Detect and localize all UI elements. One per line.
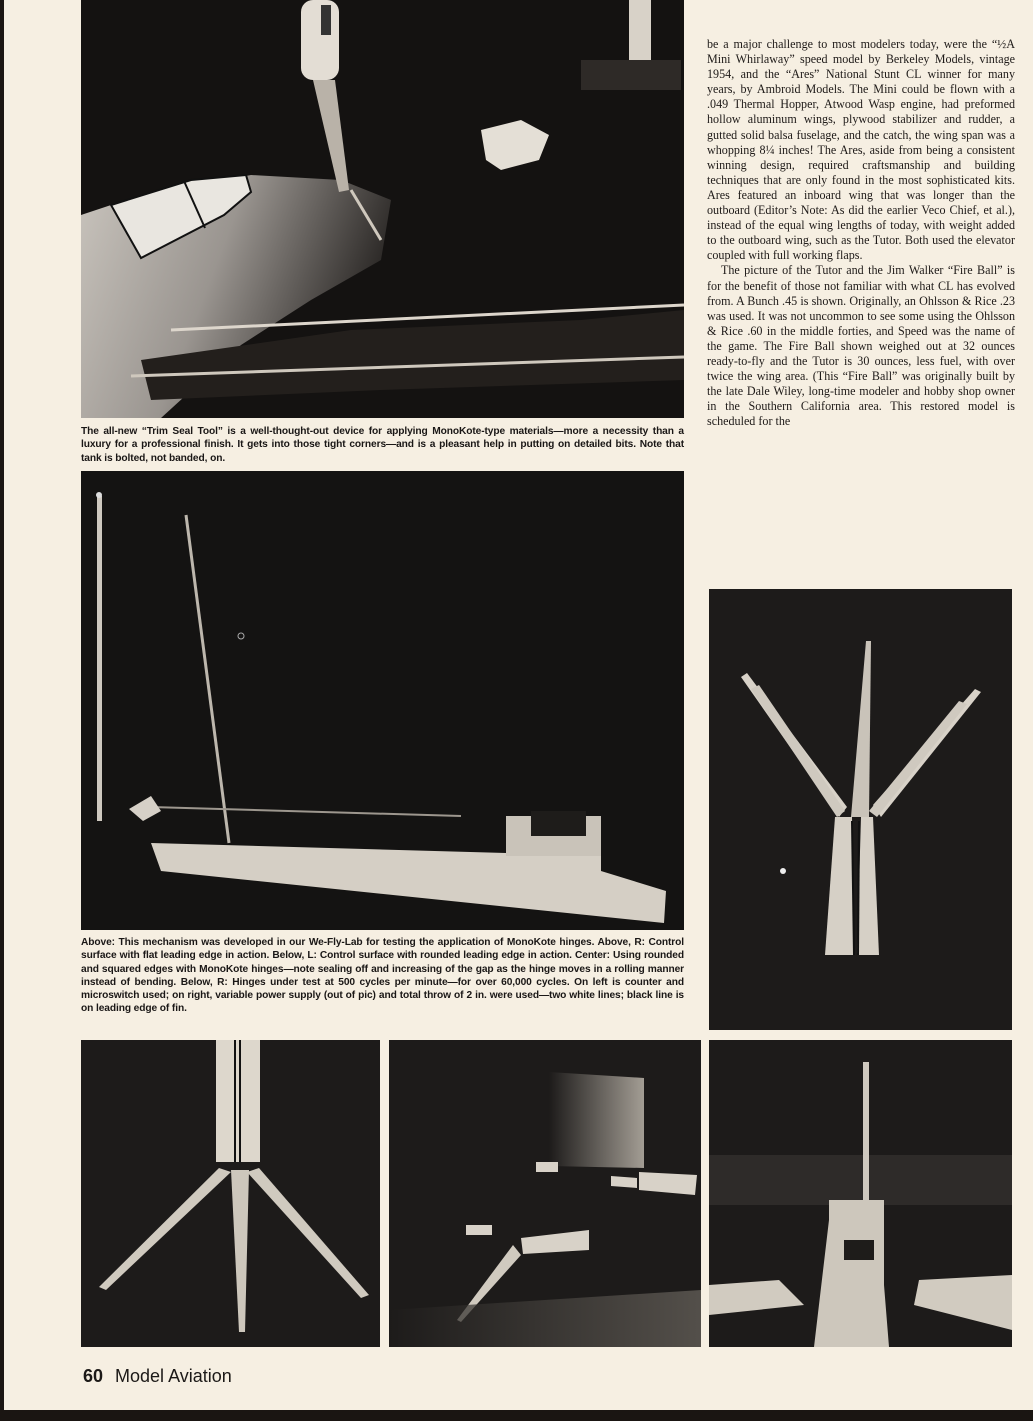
photo-rounded-squared-edges-image — [389, 1040, 701, 1347]
scan-edge-bottom — [0, 1410, 1033, 1421]
photo-hinge-test-500cpm-image — [709, 1040, 1012, 1347]
article-paragraph-2: The picture of the Tutor and the Jim Walker “Fire Ball” is for the benefit of those not familiar with what CL has evolved from. A Bunch .45 is shown. Originally, an Ohlsson & Rice .23 was used. It was not uncommon to see some using the Ohlsson & Rice .60 in the middle forties, and Speed was the name of the game. The Fire Ball shown weighed out at 32 ounces ready-to-fly and the Tutor is 30 ounces, less fuel, with over twice the wing area. (This “Fire Ball” was originally built by the late Dale Wiley, long-time modeler and hobby shop owner in the Southern California area. This restored model is scheduled for the — [707, 263, 1015, 429]
photo-flat-leading-edge-image — [709, 589, 1012, 1030]
page-number: 60 — [83, 1366, 104, 1386]
photo-hinge-test-mechanism — [81, 471, 684, 930]
photo-hinge-test-mechanism-image — [81, 471, 684, 930]
caption-trim-seal-tool: The all-new “Trim Seal Tool” is a well-thought-out device for applying MonoKote-type materials—more a necessity than a luxury for a professional finish. It gets into those tight corners—and is a pleasant help in putting on detailed bits. Note that tank is bolted, not banded, on. — [81, 426, 684, 464]
photo-hinge-test-500cpm — [709, 1040, 1012, 1347]
photo-trim-seal-tool-image — [81, 0, 684, 418]
photo-flat-leading-edge — [709, 589, 1012, 1030]
article-body — [707, 37, 1015, 429]
publication-name: Model Aviation — [115, 1366, 232, 1386]
photo-trim-seal-tool — [81, 0, 684, 418]
caption-hinge-mechanism: Above: This mechanism was developed in our We-Fly-Lab for testing the application of MonoKote hinges. Above, R: Control surface with flat leading edge in action. Below, L: Control surface with rounded leading edge in action. Center: Using rounded and squared edges with MonoKote hinges—note sealing off and increasing of the gap as the hinge moves in a rolling manner instead of bending. Below, R: Hinges under test at 500 cycles per minute—for over 60,000 cycles. On left is counter and microswitch used; on right, variable power supply (out of pic) and total throw of 2 in. were used—two white lines; black line is on leading edge of fin. — [81, 937, 684, 1015]
photo-rounded-leading-edge — [81, 1040, 380, 1347]
photo-rounded-leading-edge-image — [81, 1040, 380, 1347]
article-paragraph-1: be a major challenge to most modelers today, were the “½A Mini Whirlaway” speed model by Berkeley Models, vintage 1954, and the “Ares” National Stunt CL winner for many years, by Ambroid Models. The Mini could be flown with a .049 Thermal Hopper, Atwood Wasp engine, had preformed hollow aluminum wings, plywood stabilizer and rudder, a gutted solid balsa fuselage, and the catch, the wing span was a whopping 8¼ inches! The Ares, aside from being a consistent winning design, required craftsmanship and building techniques that are only found in the most sophisticated kits. Ares featured an inboard wing that was longer than the outboard (Editor’s Note: As did the earlier Veco Chief, et al.), instead of the equal wing lengths of today, with weight added to the outboard wing, such as the Tutor. Both used the elevator coupled with full working flaps. — [707, 37, 1015, 263]
scan-edge-left — [0, 0, 4, 1421]
page-footer — [83, 1366, 232, 1387]
photo-rounded-squared-edges — [389, 1040, 701, 1347]
